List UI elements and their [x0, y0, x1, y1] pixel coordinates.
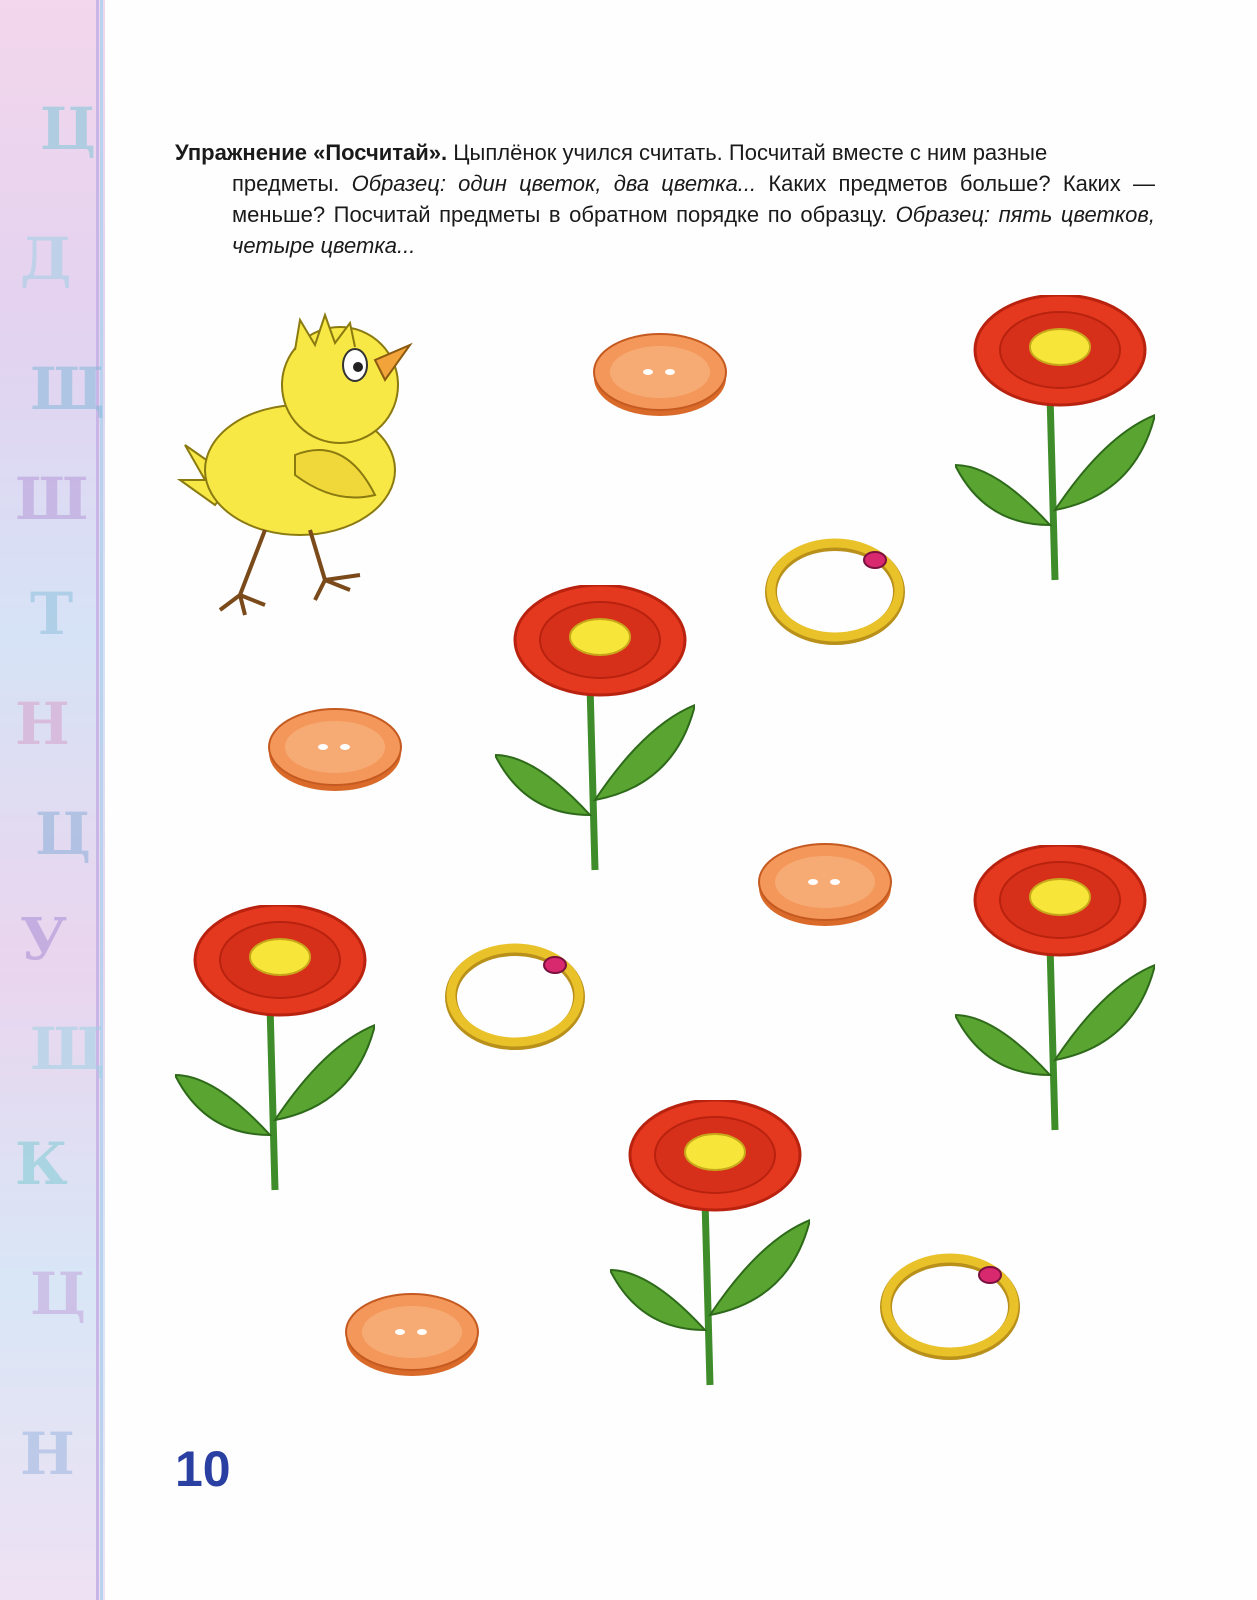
exercise-title: Упражнение «Посчитай». — [175, 140, 448, 165]
margin-letter: Ц — [40, 95, 97, 163]
exercise-sample: Образец: пять цветков, четыре цветка... — [232, 202, 1155, 258]
margin-letter: Т — [30, 580, 74, 648]
flower-illustration — [955, 295, 1155, 585]
margin-letter: Ш — [15, 465, 89, 533]
ring-illustration — [880, 1250, 1020, 1360]
margin-letter: К — [15, 1130, 68, 1198]
margin-letter: У — [20, 905, 68, 973]
margin-edge-line — [100, 0, 103, 1600]
margin-edge-line — [96, 0, 99, 1600]
flower-illustration — [495, 585, 695, 875]
margin-letter: Щ — [30, 355, 105, 423]
chick-illustration — [175, 305, 425, 635]
decorative-margin-strip — [0, 0, 105, 1600]
button-illustration — [265, 705, 405, 795]
exercise-text: Каких предметов больше? Каких — меньше? Посчитай предметы в обратном порядке по образцу. — [232, 171, 1155, 227]
exercise-text: Цыплёнок учился считать. Посчитай вместе с ним разные — [447, 140, 1048, 165]
button-illustration — [342, 1290, 482, 1380]
margin-letter: Щ — [30, 1015, 105, 1083]
margin-letter: Н — [15, 690, 70, 758]
page-number: 10 — [175, 1441, 231, 1497]
button-illustration — [590, 330, 730, 420]
exercise-continuation — [175, 168, 1155, 261]
margin-letter: Ц — [30, 1260, 87, 1328]
exercise-sample: Образец: один цветок, два цветка... — [351, 171, 757, 196]
flower-illustration — [955, 845, 1155, 1135]
margin-letter: Н — [20, 1420, 75, 1488]
button-illustration — [755, 840, 895, 930]
exercise-text: предметы. — [232, 171, 352, 196]
margin-letter: Ц — [35, 800, 92, 868]
margin-letter: Д — [20, 225, 72, 293]
exercise-instructions — [175, 137, 1155, 261]
ring-illustration — [445, 940, 585, 1050]
flower-illustration — [175, 905, 375, 1195]
flower-illustration — [610, 1100, 810, 1390]
ring-illustration — [765, 535, 905, 645]
